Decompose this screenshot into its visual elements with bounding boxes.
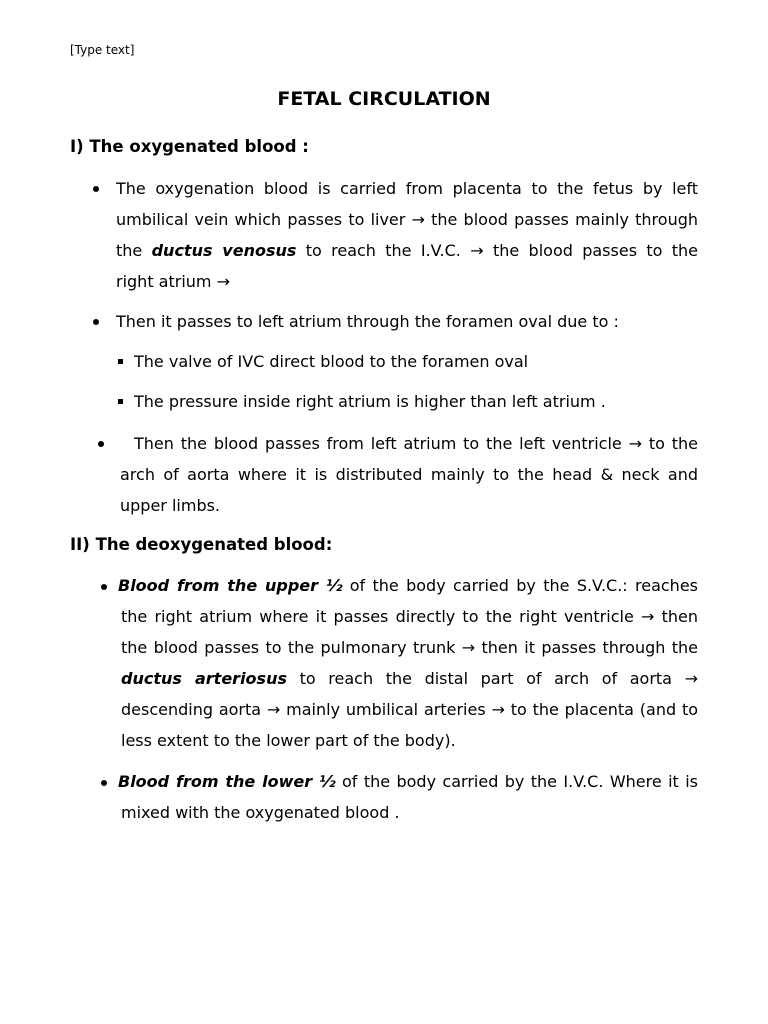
paragraph-oxygenated-1 xyxy=(116,173,698,297)
square-bullet xyxy=(118,359,123,364)
bullet-dot xyxy=(93,186,99,192)
page-header: [Type text] xyxy=(70,43,135,57)
text-line xyxy=(118,766,698,797)
paragraph-oxygenated-2: Then it passes to left atrium through the foramen oval due to : xyxy=(116,312,619,331)
bullet-dot xyxy=(98,441,104,447)
paragraph-oxygenated-3 xyxy=(120,428,698,521)
bullet-dot xyxy=(93,319,99,325)
text-line: the blood passes to the pulmonary trunk → then it passes through the xyxy=(121,638,698,657)
page-title: FETAL CIRCULATION xyxy=(277,88,491,110)
section-heading-deoxygenated: II) The deoxygenated blood: xyxy=(70,535,333,554)
paragraph-deoxygenated-2 xyxy=(118,766,698,828)
text-line: less extent to the lower part of the body). xyxy=(121,731,456,750)
text-line: the right atrium where it passes directly to the right ventricle → then xyxy=(121,607,698,626)
text-line: The oxygenation blood is carried from placenta to the fetus by left xyxy=(116,179,698,198)
paragraph-deoxygenated-1 xyxy=(118,570,698,756)
text-span: to reach the distal part of arch of aorta → xyxy=(286,669,699,688)
text-span: umbilical vein xyxy=(116,210,229,229)
bullet-dot xyxy=(101,780,107,786)
bullet-dot xyxy=(101,584,107,590)
text-span: of the body carried by the S.V.C.: reaches xyxy=(342,576,698,595)
text-line xyxy=(118,570,698,601)
text-span: of the body carried by the I.V.C. Where it is xyxy=(335,772,698,791)
text-line xyxy=(116,235,698,266)
text-line: descending aorta → mainly umbilical arteries → to the placenta (and to xyxy=(121,700,698,719)
sub-point-ivc-valve: The valve of IVC direct blood to the foramen oval xyxy=(134,352,529,371)
term-upper-half: Blood from the upper ½ xyxy=(118,576,343,595)
text-line xyxy=(116,204,698,235)
text-line: right atrium → xyxy=(116,272,230,291)
text-line: Then the blood passes from left atrium to the left ventricle → to the xyxy=(134,434,698,453)
text-line xyxy=(118,663,698,694)
text-span: to reach the I.V.C. → the blood passes to the xyxy=(296,241,699,260)
text-span: which passes to liver → the blood passes mainly through xyxy=(228,210,699,229)
section-heading-oxygenated: I) The oxygenated blood : xyxy=(70,137,309,156)
sub-point-pressure: The pressure inside right atrium is higher than left atrium . xyxy=(134,392,606,411)
text-span: the xyxy=(116,241,152,260)
text-line: mixed with the oxygenated blood . xyxy=(121,803,400,822)
term-lower-half: Blood from the lower ½ xyxy=(118,772,336,791)
text-line: arch of aorta where it is distributed mainly to the head & neck and xyxy=(120,465,698,484)
text-line: upper limbs. xyxy=(120,496,221,515)
term-ductus-arteriosus: ductus arteriosus xyxy=(121,669,287,688)
square-bullet xyxy=(118,399,123,404)
term-ductus-venosus: ductus venosus xyxy=(151,241,297,260)
